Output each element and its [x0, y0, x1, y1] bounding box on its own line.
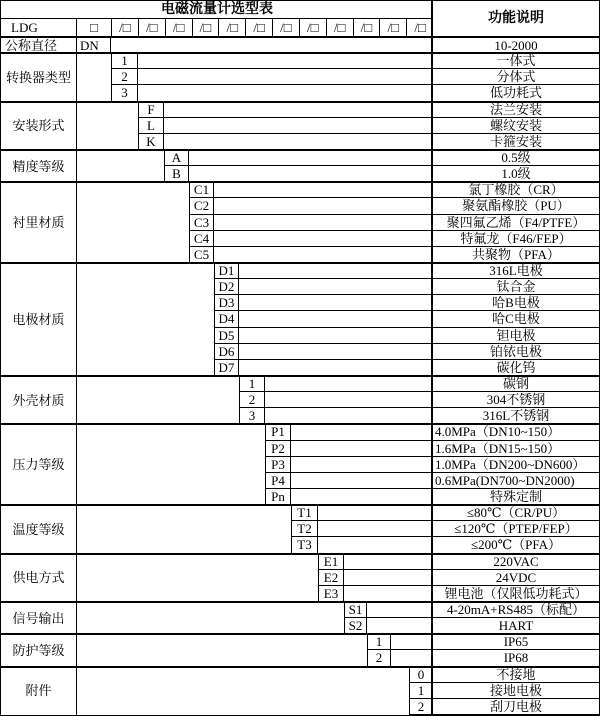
option-code-cell: P3	[265, 457, 291, 473]
model-segment-box: /□	[165, 19, 192, 37]
model-segment-box: /□	[245, 19, 272, 37]
option-desc: 聚四氟乙烯（F4/PTFE）	[433, 215, 599, 231]
option-code-cell: D4	[214, 311, 239, 327]
group-label: 压力等级	[12, 457, 65, 473]
option-code-cell: 0	[409, 667, 433, 683]
option-row-filler	[214, 231, 433, 247]
option-desc: 4.0MPa（DN10~150）	[433, 424, 599, 440]
option-code-cell: K	[138, 134, 164, 150]
group-empty-area	[76, 424, 265, 505]
group-empty-area	[76, 150, 164, 182]
group-empty-area	[76, 376, 239, 424]
option-desc: 氯丁橡胶（CR）	[433, 182, 599, 198]
option-row-filler	[344, 554, 433, 570]
option-row-filler	[318, 521, 433, 537]
group-label: 供电方式	[12, 570, 65, 586]
option-row-filler	[239, 344, 433, 360]
option-row-filler	[344, 586, 433, 602]
model-segment-box: /□	[111, 19, 138, 37]
option-code-cell: T3	[291, 537, 318, 553]
option-row-filler	[214, 215, 433, 231]
option-code-cell: C2	[189, 198, 214, 214]
option-desc: IP65	[433, 634, 599, 650]
option-row-filler	[239, 263, 433, 279]
option-row-filler	[138, 69, 433, 85]
option-row-filler	[265, 408, 433, 424]
option-code-cell: 1	[239, 376, 265, 392]
option-row-filler	[239, 360, 433, 376]
option-code-cell: L	[138, 118, 164, 134]
option-desc: IP68	[433, 650, 599, 666]
option-desc: ≤80℃（CR/PU）	[433, 505, 599, 521]
option-row-filler	[291, 424, 433, 440]
group-empty-area	[76, 182, 189, 263]
option-row-filler	[214, 198, 433, 214]
option-desc: 铂铱电极	[433, 344, 599, 360]
group-empty-area	[76, 505, 291, 553]
group-label: 防护等级	[12, 642, 65, 658]
option-desc: 316L不锈钢	[433, 408, 599, 424]
option-code-cell: S2	[344, 618, 367, 634]
option-code-cell: D3	[214, 295, 239, 311]
option-code-cell: 1	[367, 634, 391, 650]
option-row-filler	[138, 53, 433, 69]
option-row-filler	[391, 634, 433, 650]
group-label: 温度等级	[12, 521, 65, 537]
option-desc: 1.6MPa（DN15~150）	[433, 441, 599, 457]
option-code-cell: Pn	[265, 489, 291, 505]
group-label: 电极材质	[12, 312, 65, 327]
option-code-cell: C4	[189, 231, 214, 247]
option-row-filler	[164, 102, 433, 118]
option-code-cell: D2	[214, 279, 239, 295]
option-row-filler	[318, 505, 433, 521]
option-row-filler	[239, 295, 433, 311]
model-segment-box: /□	[138, 19, 165, 37]
option-row-filler	[138, 85, 433, 101]
group-empty-area	[76, 667, 409, 715]
option-row-filler	[344, 570, 433, 586]
group-label: 转换器类型	[5, 69, 71, 85]
group-empty-area	[76, 554, 318, 602]
model-segment-box: /□	[326, 19, 353, 37]
option-code-cell: 2	[409, 699, 433, 715]
option-row-filler	[265, 376, 433, 392]
option-code-cell: E3	[318, 586, 344, 602]
option-row-filler	[318, 537, 433, 553]
option-desc: 刮刀电极	[433, 699, 599, 715]
option-desc: 特殊定制	[433, 489, 599, 505]
option-desc: 1.0MPa（DN200~DN600）	[433, 457, 599, 473]
option-code-cell: T2	[291, 521, 318, 537]
option-code-cell: 2	[239, 392, 265, 408]
group-label: 衬里材质	[12, 215, 65, 231]
option-code-cell: C3	[189, 215, 214, 231]
option-code-cell: 1	[409, 683, 433, 699]
option-desc: ≤200℃（PFA）	[433, 537, 599, 553]
group-label: 精度等级	[12, 158, 65, 174]
option-row-filler	[291, 457, 433, 473]
table-title: 电磁流量计选型表	[1, 1, 433, 19]
option-desc: 0.5级	[433, 150, 599, 166]
option-code-cell: B	[164, 166, 189, 182]
option-code-cell: C5	[189, 247, 214, 263]
group-empty-area	[76, 102, 138, 150]
option-code-cell: S1	[344, 602, 367, 618]
option-desc: 锂电池（仅限低功耗式）	[433, 586, 599, 602]
group-label: 附件	[25, 683, 52, 699]
option-desc: 卡箍安装	[433, 134, 599, 150]
model-segment-box: /□	[192, 19, 219, 37]
option-row-filler	[239, 311, 433, 327]
option-desc: 一体式	[433, 53, 599, 69]
option-row-filler	[391, 650, 433, 666]
option-row-filler	[367, 618, 433, 634]
option-desc: 1.0级	[433, 166, 599, 182]
option-desc: 接地电极	[433, 683, 599, 699]
option-row-filler	[164, 118, 433, 134]
option-code-cell: D1	[214, 263, 239, 279]
option-code-cell: P4	[265, 473, 291, 489]
option-desc: 哈B电极	[433, 295, 599, 311]
group-label: 安装形式	[12, 118, 65, 134]
option-row-filler	[291, 441, 433, 457]
group-empty-area	[76, 602, 344, 634]
diameter-code: DN	[76, 37, 111, 53]
model-segment-box: /□	[299, 19, 326, 37]
model-base-box: □	[76, 19, 111, 37]
option-row-filler	[291, 473, 433, 489]
option-desc: 分体式	[433, 69, 599, 85]
option-desc: 4-20mA+RS485（标配）	[433, 602, 599, 618]
option-desc: 0.6MPa(DN700~DN2000)	[433, 473, 599, 489]
option-code-cell: E2	[318, 570, 344, 586]
option-code-cell: 3	[111, 85, 138, 101]
option-code-cell: P2	[265, 441, 291, 457]
option-code-cell: P1	[265, 424, 291, 440]
option-desc: 特氟龙（F46/FEP）	[433, 231, 599, 247]
option-code-cell: E1	[318, 554, 344, 570]
option-desc: 钽电极	[433, 328, 599, 344]
diameter-label: 公称直径	[5, 37, 58, 53]
option-desc: 哈C电极	[433, 311, 599, 327]
option-desc: 螺纹安装	[433, 118, 599, 134]
group-separator-line	[1, 36, 599, 38]
option-desc: 碳化钨	[433, 360, 599, 376]
option-row-filler	[291, 489, 433, 505]
option-row-filler	[214, 247, 433, 263]
option-code-cell: D7	[214, 360, 239, 376]
option-desc: 220VAC	[433, 554, 599, 570]
option-code-cell: A	[164, 150, 189, 166]
option-code-cell: C1	[189, 182, 214, 198]
option-code-cell: D5	[214, 328, 239, 344]
group-empty-area	[76, 53, 111, 101]
option-code-cell: 2	[367, 650, 391, 666]
group-label: 外壳材质	[12, 392, 65, 408]
model-prefix: LDG	[1, 19, 76, 37]
group-label: 信号输出	[12, 610, 65, 626]
option-desc: 法兰安装	[433, 102, 599, 118]
option-code-cell: 2	[111, 69, 138, 85]
diameter-desc: 10-2000	[494, 37, 538, 53]
option-code-cell: 3	[239, 408, 265, 424]
function-column-header: 功能说明	[488, 11, 544, 26]
option-row-filler	[164, 134, 433, 150]
option-code-cell: D6	[214, 344, 239, 360]
group-empty-area	[76, 263, 214, 376]
option-row-filler	[265, 392, 433, 408]
option-code-cell: F	[138, 102, 164, 118]
option-desc: 钛合金	[433, 279, 599, 295]
model-segment-box: /□	[406, 19, 433, 37]
option-desc: ≤120℃（PTEP/FEP）	[433, 521, 599, 537]
option-row-filler	[189, 150, 433, 166]
option-desc: 不接地	[433, 667, 599, 683]
option-desc: 24VDC	[433, 570, 599, 586]
option-row-filler	[214, 182, 433, 198]
option-code-cell: 1	[111, 53, 138, 69]
option-row-filler	[189, 166, 433, 182]
group-empty-area	[76, 634, 367, 666]
option-row-filler	[239, 279, 433, 295]
option-row-filler	[367, 602, 433, 618]
option-desc: 聚氨酯橡胶（PU）	[433, 198, 599, 214]
model-segment-box: /□	[272, 19, 299, 37]
option-desc: 低功耗式	[433, 85, 599, 101]
option-desc: 304不锈钢	[433, 392, 599, 408]
option-desc: 316L电极	[433, 263, 599, 279]
function-column-separator-line	[431, 1, 433, 715]
model-segment-box: /□	[353, 19, 380, 37]
option-desc: 共聚物（PFA）	[433, 247, 599, 263]
model-segment-box: /□	[379, 19, 406, 37]
option-row-filler	[239, 328, 433, 344]
option-code-cell: T1	[291, 505, 318, 521]
model-segment-box: /□	[218, 19, 245, 37]
option-desc: HART	[433, 618, 599, 634]
option-desc: 碳钢	[433, 376, 599, 392]
